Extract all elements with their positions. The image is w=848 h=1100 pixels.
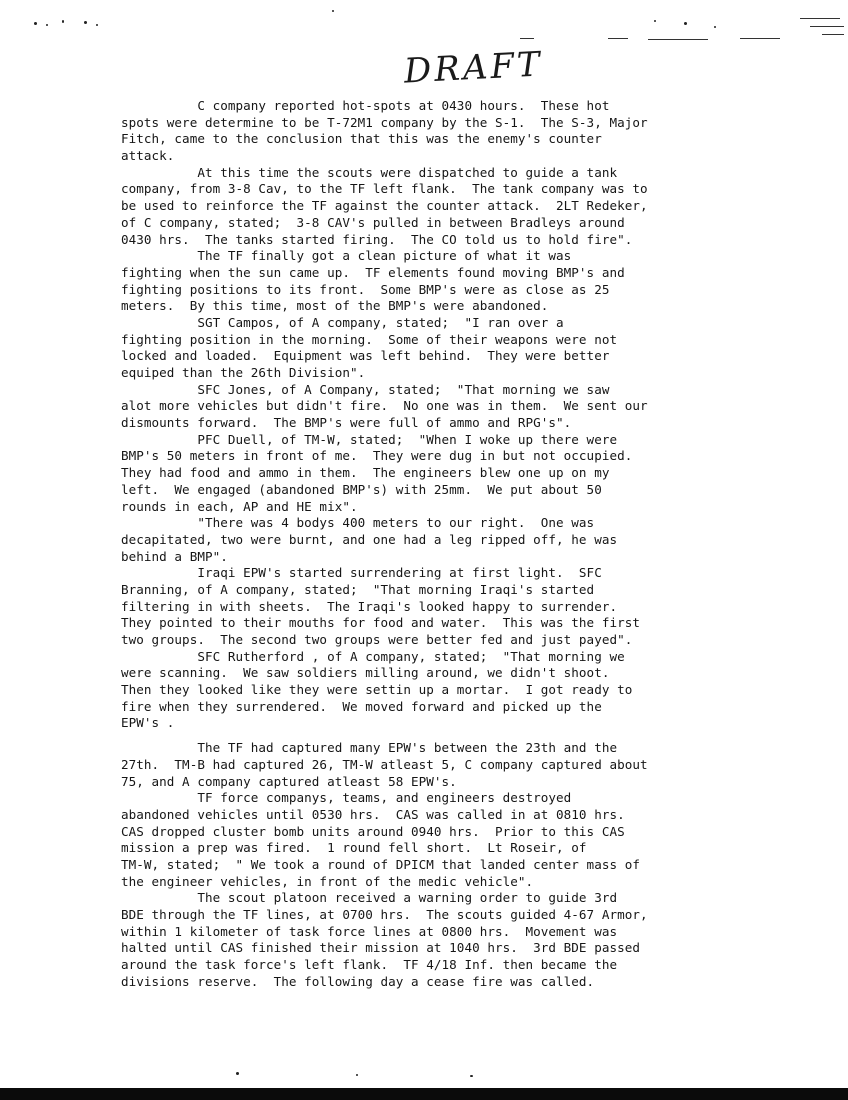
text-line: "There was 4 bodys 400 meters to our right. One was bbox=[121, 515, 595, 531]
scan-bottom-edge bbox=[0, 1088, 848, 1100]
text-line: Iraqi EPW's started surrendering at first light. SFC bbox=[121, 565, 602, 581]
scan-speck bbox=[470, 1075, 473, 1077]
draft-stamp: DRAFT bbox=[403, 44, 544, 92]
text-line: behind a BMP". bbox=[121, 548, 228, 564]
text-line: 0430 hrs. The tanks started firing. The CO told us to hold fire". bbox=[121, 231, 633, 247]
text-line: spots were determine to be T-72M1 company by the S-1. The S-3, Major bbox=[121, 114, 648, 130]
text-line: locked and loaded. Equipment was left behind. They were better bbox=[121, 348, 610, 364]
text-line: 27th. TM-B had captured 26, TM-W atleast 5, C company captured about bbox=[121, 756, 648, 772]
text-line: equiped than the 26th Division". bbox=[121, 365, 366, 380]
text-line: left. We engaged (abandoned BMP's) with 25mm. We put about 50 bbox=[121, 481, 602, 497]
text-line: BMP's 50 meters in front of me. They were dug in but not occupied. bbox=[121, 448, 633, 464]
text-line: fighting positions to its front. Some BMP's were as close as 25 bbox=[121, 281, 610, 297]
text-line: filtering in with sheets. The Iraqi's looked happy to surrender. bbox=[121, 598, 618, 614]
text-line: At this time the scouts were dispatched to guide a tank bbox=[121, 164, 618, 180]
scan-speck bbox=[684, 22, 687, 25]
text-line: of C company, stated; 3-8 CAV's pulled in between Bradleys around bbox=[121, 214, 625, 230]
scan-smudge-line bbox=[608, 38, 628, 39]
text-line: two groups. The second two groups were better fed and just payed". bbox=[121, 632, 633, 647]
text-line: The scout platoon received a warning order to guide 3rd bbox=[121, 890, 618, 906]
text-line: were scanning. We saw soldiers milling around, we didn't shoot. bbox=[121, 665, 610, 681]
text-line: rounds in each, AP and HE mix". bbox=[121, 498, 358, 514]
scan-speck bbox=[654, 20, 656, 22]
text-line: meters. By this time, most of the BMP's were abandoned. bbox=[121, 298, 549, 314]
text-line: company, from 3-8 Cav, to the TF left flank. The tank company was to bbox=[121, 181, 648, 197]
text-line: C company reported hot-spots at 0430 hours. These hot bbox=[121, 98, 610, 113]
text-line: SFC Jones, of A Company, stated; "That morning we saw bbox=[121, 381, 610, 397]
text-line: dismounts forward. The BMP's were full of ammo and RPG's". bbox=[121, 415, 572, 431]
text-line: TF force companys, teams, and engineers destroyed bbox=[121, 790, 572, 806]
text-line: around the task force's left flank. TF 4/18 Inf. then became the bbox=[121, 957, 618, 973]
scan-smudge-line bbox=[520, 38, 534, 39]
text-line: Then they looked like they were settin up a mortar. I got ready to bbox=[121, 682, 633, 698]
text-line: Branning, of A company, stated; "That morning Iraqi's started bbox=[121, 581, 595, 597]
text-line: CAS dropped cluster bomb units around 0940 hrs. Prior to this CAS bbox=[121, 823, 625, 839]
text-line: The TF had captured many EPW's between the 23th and the bbox=[121, 740, 618, 756]
text-line: fire when they surrendered. We moved forward and picked up the bbox=[121, 698, 602, 714]
scan-speck bbox=[46, 24, 48, 26]
document-body bbox=[121, 98, 823, 990]
text-line: alot more vehicles but didn't fire. No one was in them. We sent our bbox=[121, 398, 648, 414]
text-line: EPW's . bbox=[121, 715, 175, 731]
scan-speck bbox=[34, 22, 37, 25]
text-line: SGT Campos, of A company, stated; "I ran over a bbox=[121, 314, 564, 330]
text-line: halted until CAS finished their mission at 1040 hrs. 3rd BDE passed bbox=[121, 940, 640, 956]
scan-speck bbox=[84, 21, 87, 24]
scan-smudge-line bbox=[810, 26, 844, 27]
text-line: Fitch, came to the conclusion that this was the enemy's counter bbox=[121, 131, 602, 147]
text-line: be used to reinforce the TF against the counter attack. 2LT Redeker, bbox=[121, 198, 648, 214]
text-line: 75, and A company captured atleast 58 EPW's. bbox=[121, 773, 457, 789]
text-line: They pointed to their mouths for food and water. This was the first bbox=[121, 615, 640, 631]
text-line: attack. bbox=[121, 148, 175, 164]
scan-smudge-line bbox=[800, 18, 840, 19]
scan-smudge-line bbox=[740, 38, 780, 39]
scan-speck bbox=[96, 24, 98, 26]
scan-speck bbox=[332, 10, 334, 12]
scan-speck bbox=[236, 1072, 239, 1075]
text-line: They had food and ammo in them. The engineers blew one up on my bbox=[121, 465, 610, 481]
scan-speck bbox=[356, 1074, 358, 1076]
text-line: TM-W, stated; " We took a round of DPICM that landed center mass of bbox=[121, 856, 640, 872]
text-line: the engineer vehicles, in front of the medic vehicle". bbox=[121, 873, 534, 889]
scan-smudge-line bbox=[648, 39, 708, 40]
text-line: BDE through the TF lines, at 0700 hrs. The scouts guided 4-67 Armor, bbox=[121, 907, 648, 922]
scan-speck bbox=[714, 26, 716, 28]
text-line: PFC Duell, of TM-W, stated; "When I woke up there were bbox=[121, 431, 618, 447]
text-line: The TF finally got a clean picture of what it was bbox=[121, 248, 572, 264]
text-line: SFC Rutherford , of A company, stated; "That morning we bbox=[121, 648, 625, 664]
text-line: divisions reserve. The following day a cease fire was called. bbox=[121, 973, 595, 989]
text-line: within 1 kilometer of task force lines at 0800 hrs. Movement was bbox=[121, 923, 618, 939]
scan-speck bbox=[62, 20, 64, 23]
text-line: fighting position in the morning. Some of their weapons were not bbox=[121, 331, 618, 347]
text-line: decapitated, two were burnt, and one had a leg ripped off, he was bbox=[121, 531, 618, 547]
scan-smudge-line bbox=[822, 34, 844, 35]
text-line: abandoned vehicles until 0530 hrs. CAS was called in at 0810 hrs. bbox=[121, 806, 625, 822]
text-line: fighting when the sun came up. TF elements found moving BMP's and bbox=[121, 264, 625, 280]
text-line: mission a prep was fired. 1 round fell short. Lt Roseir, of bbox=[121, 840, 587, 856]
